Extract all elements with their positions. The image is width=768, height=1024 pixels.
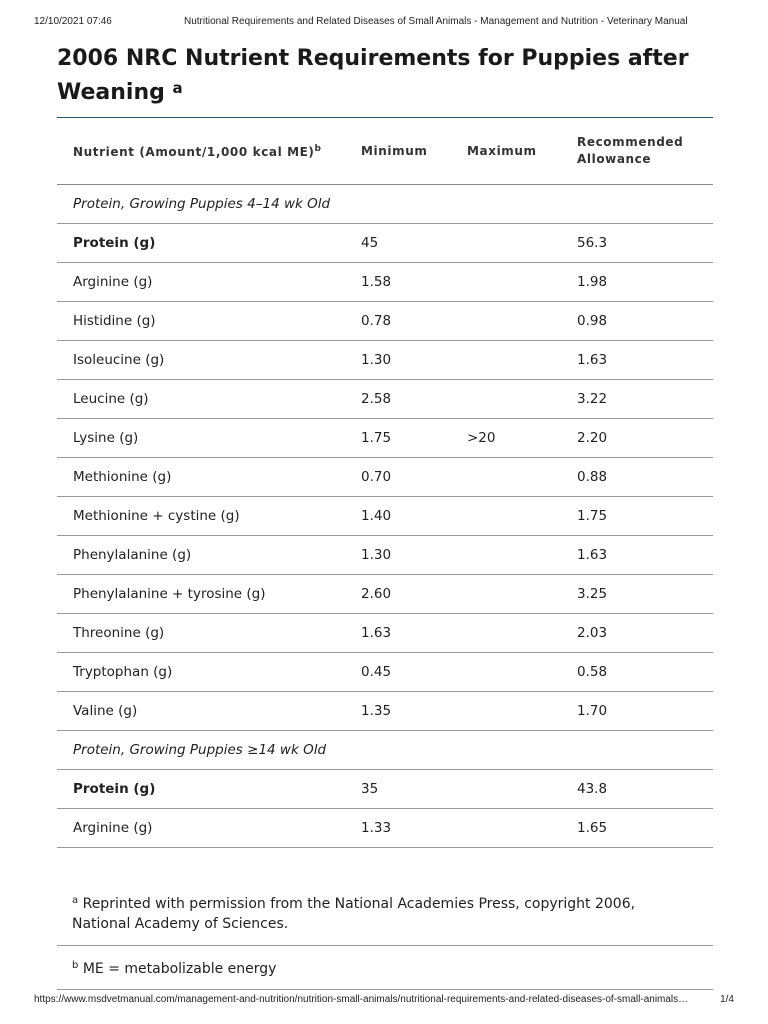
nutrient-cell: Valine (g) bbox=[57, 692, 345, 731]
table-row bbox=[57, 263, 713, 302]
table-section-row bbox=[57, 731, 713, 770]
minimum-cell: 1.63 bbox=[345, 614, 451, 653]
maximum-cell bbox=[451, 770, 561, 809]
maximum-cell bbox=[451, 692, 561, 731]
table-row bbox=[57, 770, 713, 809]
print-footer bbox=[34, 994, 734, 1008]
section-label: Protein, Growing Puppies ≥14 wk Old bbox=[57, 731, 713, 770]
table-row bbox=[57, 614, 713, 653]
minimum-cell: 2.60 bbox=[345, 575, 451, 614]
footnote-a-text: Reprinted with permission from the National Academies Press, copyright 2006, National Academy of Sciences. bbox=[72, 896, 636, 932]
recommended-cell: 3.25 bbox=[561, 575, 713, 614]
nutrient-cell: Methionine + cystine (g) bbox=[57, 497, 345, 536]
table-row bbox=[57, 341, 713, 380]
recommended-cell: 1.63 bbox=[561, 536, 713, 575]
nutrient-cell: Arginine (g) bbox=[57, 809, 345, 848]
recommended-cell: 0.98 bbox=[561, 302, 713, 341]
table-row bbox=[57, 692, 713, 731]
maximum-cell bbox=[451, 575, 561, 614]
maximum-cell bbox=[451, 263, 561, 302]
table-row bbox=[57, 809, 713, 848]
recommended-cell: 56.3 bbox=[561, 224, 713, 263]
minimum-cell: 1.75 bbox=[345, 419, 451, 458]
maximum-cell bbox=[451, 458, 561, 497]
recommended-cell: 2.03 bbox=[561, 614, 713, 653]
header-maximum: Maximum bbox=[451, 118, 561, 185]
table-section-row bbox=[57, 185, 713, 224]
minimum-cell: 0.78 bbox=[345, 302, 451, 341]
table-body bbox=[57, 185, 713, 848]
footnote-b bbox=[57, 959, 713, 979]
maximum-cell bbox=[451, 302, 561, 341]
minimum-cell: 1.35 bbox=[345, 692, 451, 731]
footnote-a bbox=[57, 894, 713, 934]
page-number: 1/4 bbox=[720, 994, 734, 1005]
maximum-cell bbox=[451, 497, 561, 536]
minimum-cell: 1.33 bbox=[345, 809, 451, 848]
recommended-cell: 1.75 bbox=[561, 497, 713, 536]
header-footnote-marker[interactable]: b bbox=[314, 144, 322, 154]
minimum-cell: 45 bbox=[345, 224, 451, 263]
table-header bbox=[57, 118, 713, 185]
footnote-divider bbox=[57, 945, 713, 946]
minimum-cell: 0.45 bbox=[345, 653, 451, 692]
nutrient-cell: Histidine (g) bbox=[57, 302, 345, 341]
maximum-cell bbox=[451, 380, 561, 419]
footnote-divider bbox=[57, 989, 713, 990]
recommended-cell: 2.20 bbox=[561, 419, 713, 458]
recommended-cell: 1.98 bbox=[561, 263, 713, 302]
title-footnote-marker[interactable]: a bbox=[172, 79, 183, 97]
header-minimum: Minimum bbox=[345, 118, 451, 185]
nutrient-cell: Lysine (g) bbox=[57, 419, 345, 458]
maximum-cell: >20 bbox=[451, 419, 561, 458]
minimum-cell: 1.30 bbox=[345, 341, 451, 380]
nutrient-cell: Phenylalanine + tyrosine (g) bbox=[57, 575, 345, 614]
recommended-cell: 1.70 bbox=[561, 692, 713, 731]
document-title-text: 2006 NRC Nutrient Requirements for Puppies after Weaning bbox=[57, 46, 689, 105]
table-header-row bbox=[57, 118, 713, 185]
minimum-cell: 2.58 bbox=[345, 380, 451, 419]
table-row bbox=[57, 497, 713, 536]
minimum-cell: 1.58 bbox=[345, 263, 451, 302]
table-row bbox=[57, 380, 713, 419]
footnote-a-marker: a bbox=[72, 895, 79, 906]
header-nutrient bbox=[57, 118, 345, 185]
nutrient-requirements-table bbox=[57, 118, 713, 848]
nutrient-cell: Protein (g) bbox=[57, 770, 345, 809]
table-row bbox=[57, 419, 713, 458]
nutrient-cell: Arginine (g) bbox=[57, 263, 345, 302]
nutrient-cell: Tryptophan (g) bbox=[57, 653, 345, 692]
maximum-cell bbox=[451, 341, 561, 380]
nutrient-cell: Protein (g) bbox=[57, 224, 345, 263]
footnote-b-content bbox=[57, 959, 713, 979]
recommended-cell: 0.58 bbox=[561, 653, 713, 692]
print-page-title: Nutritional Requirements and Related Diseases of Small Animals - Management and Nutrition - Veterinary Manual bbox=[184, 16, 688, 27]
footnote-b-text: ME = metabolizable energy bbox=[82, 961, 277, 977]
nutrient-cell: Leucine (g) bbox=[57, 380, 345, 419]
print-url: https://www.msdvetmanual.com/management-and-nutrition/nutrition-small-animals/nutritional-requirements-and-related-diseases-of-small-animals… bbox=[34, 994, 689, 1005]
table-row bbox=[57, 302, 713, 341]
document-title bbox=[57, 42, 697, 110]
maximum-cell bbox=[451, 224, 561, 263]
print-header bbox=[34, 16, 734, 30]
table-row bbox=[57, 575, 713, 614]
maximum-cell bbox=[451, 653, 561, 692]
minimum-cell: 1.30 bbox=[345, 536, 451, 575]
nutrient-cell: Methionine (g) bbox=[57, 458, 345, 497]
recommended-cell: 43.8 bbox=[561, 770, 713, 809]
table-row bbox=[57, 224, 713, 263]
footnote-b-marker: b bbox=[72, 960, 79, 971]
header-recommended: Recommended Allowance bbox=[561, 118, 713, 185]
recommended-cell: 1.65 bbox=[561, 809, 713, 848]
section-label: Protein, Growing Puppies 4–14 wk Old bbox=[57, 185, 713, 224]
nutrient-cell: Phenylalanine (g) bbox=[57, 536, 345, 575]
footnote-a-content bbox=[57, 894, 713, 934]
table-row bbox=[57, 653, 713, 692]
header-nutrient-text: Nutrient (Amount/1,000 kcal ME) bbox=[73, 145, 315, 159]
nutrient-cell: Threonine (g) bbox=[57, 614, 345, 653]
maximum-cell bbox=[451, 614, 561, 653]
nutrient-cell: Isoleucine (g) bbox=[57, 341, 345, 380]
recommended-cell: 1.63 bbox=[561, 341, 713, 380]
recommended-cell: 0.88 bbox=[561, 458, 713, 497]
maximum-cell bbox=[451, 536, 561, 575]
table-row bbox=[57, 458, 713, 497]
recommended-cell: 3.22 bbox=[561, 380, 713, 419]
minimum-cell: 1.40 bbox=[345, 497, 451, 536]
minimum-cell: 35 bbox=[345, 770, 451, 809]
minimum-cell: 0.70 bbox=[345, 458, 451, 497]
maximum-cell bbox=[451, 809, 561, 848]
table-row bbox=[57, 536, 713, 575]
print-date: 12/10/2021 07:46 bbox=[34, 16, 112, 27]
